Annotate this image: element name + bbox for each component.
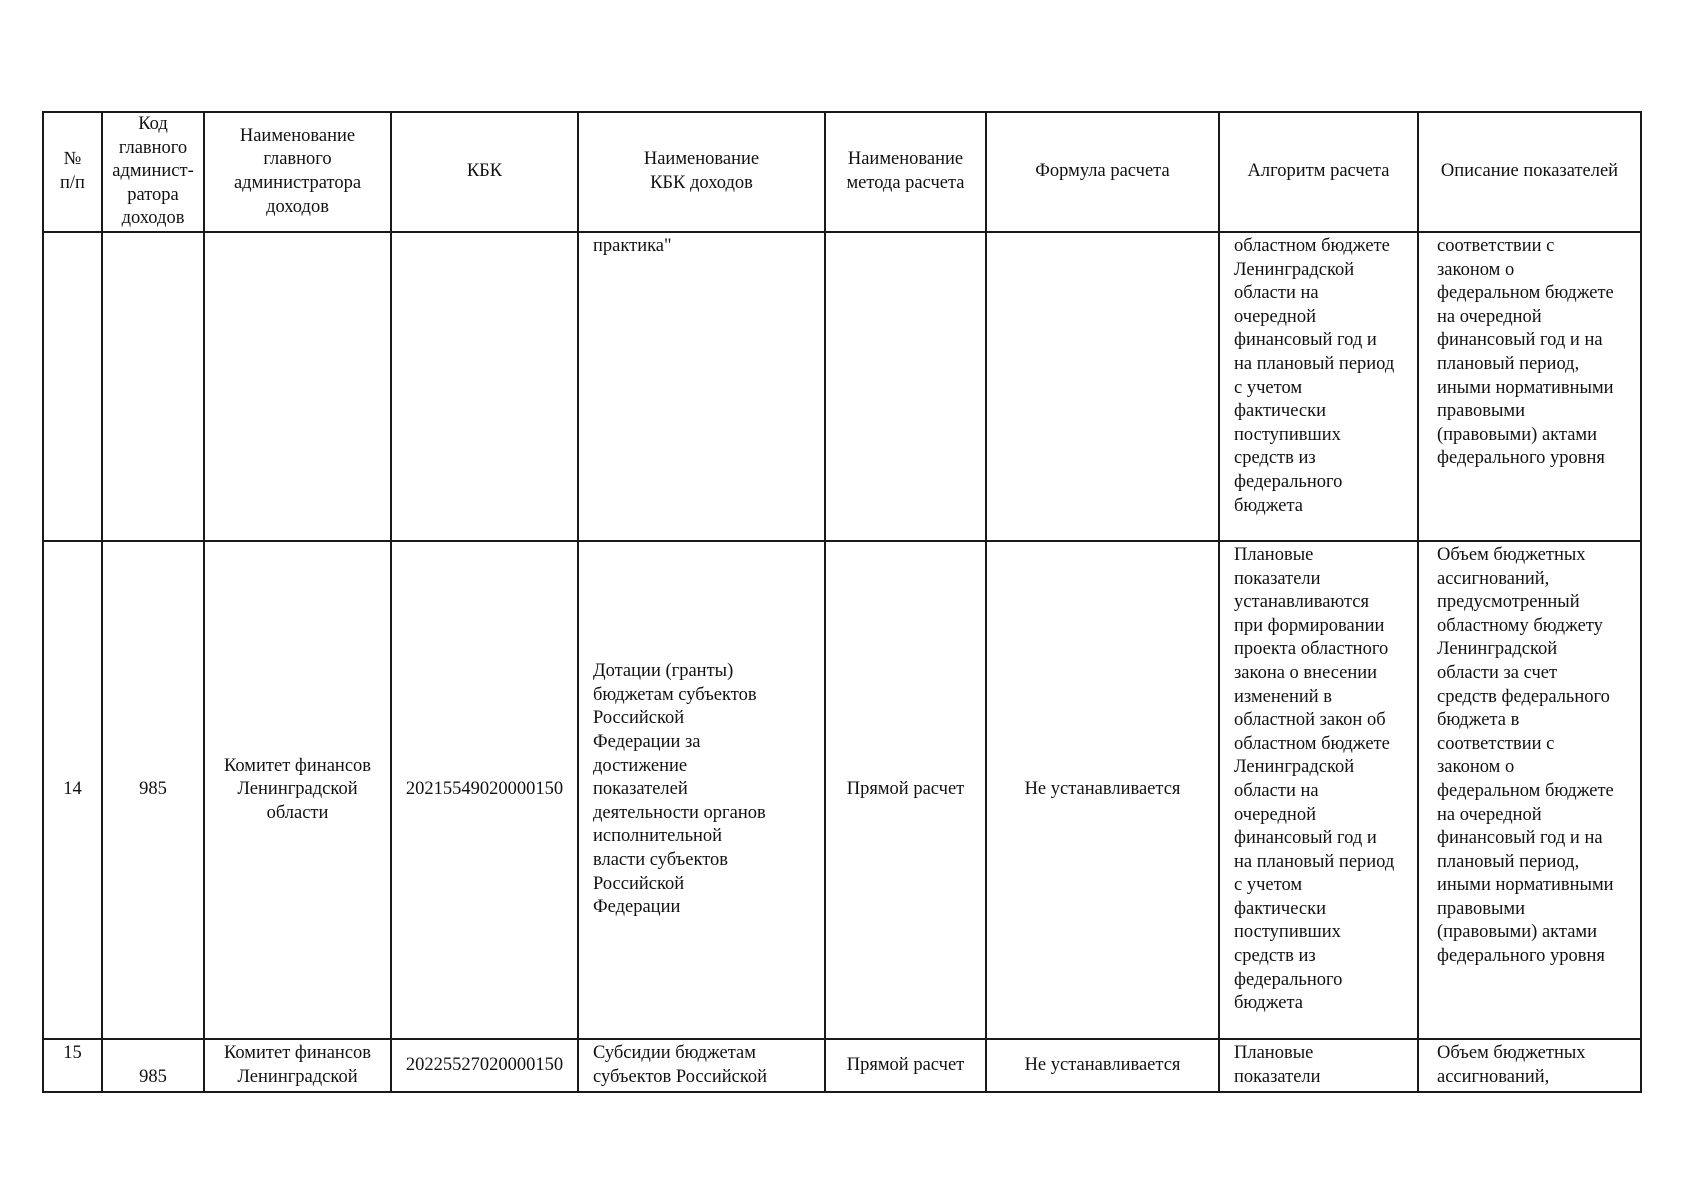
cell-admin-code: 985 bbox=[102, 1039, 204, 1092]
header-kbk: КБК bbox=[391, 112, 578, 232]
header-admin-code: Код главного админист- ратора доходов bbox=[102, 112, 204, 232]
cell-description: соответствии с законом о федеральном бюджете на очередной финансовый год и на плановый период, иными нормативными правовыми (правовыми) актами федерального уровня bbox=[1418, 232, 1641, 541]
cell-admin-code: 985 bbox=[102, 541, 204, 1039]
cell-algorithm: Плановые показатели bbox=[1219, 1039, 1418, 1092]
cell-admin-code bbox=[102, 232, 204, 541]
table-row bbox=[43, 232, 1641, 541]
header-algorithm: Алгоритм расчета bbox=[1219, 112, 1418, 232]
table-header-row bbox=[43, 112, 1641, 232]
table-row bbox=[43, 541, 1641, 1039]
cell-kbk: 20215549020000150 bbox=[391, 541, 578, 1039]
cell-admin-name bbox=[204, 232, 391, 541]
header-description: Описание показателей bbox=[1418, 112, 1641, 232]
cell-number: 14 bbox=[43, 541, 102, 1039]
header-kbk-name: Наименование КБК доходов bbox=[578, 112, 825, 232]
cell-number bbox=[43, 232, 102, 541]
revenue-calculation-table bbox=[42, 111, 1642, 1093]
cell-admin-name: Комитет финансов Ленинградской bbox=[204, 1039, 391, 1092]
cell-formula: Не устанавливается bbox=[986, 541, 1219, 1039]
cell-kbk-name: практика" bbox=[578, 232, 825, 541]
header-formula: Формула расчета bbox=[986, 112, 1219, 232]
cell-number: 15 bbox=[43, 1039, 102, 1092]
cell-algorithm: Плановые показатели устанавливаются при формировании проекта областного закона о внесении изменений в областной закон об областном бюджете Ленинградской области на очередной финансовый год и на плановый период с учетом фактически поступивших средств из федерального бюджета bbox=[1219, 541, 1418, 1039]
cell-method: Прямой расчет bbox=[825, 1039, 986, 1092]
table-row bbox=[43, 1039, 1641, 1092]
cell-formula: Не устанавливается bbox=[986, 1039, 1219, 1092]
cell-method bbox=[825, 232, 986, 541]
cell-description: Объем бюджетных ассигнований, предусмотренный областному бюджету Ленинградской области за счет средств федерального бюджета в соответствии с законом о федеральном бюджете на очередной финансовый год и на плановый период, иными нормативными правовыми (правовыми) актами федерального уровня bbox=[1418, 541, 1641, 1039]
cell-kbk-name: Субсидии бюджетам субъектов Российской bbox=[578, 1039, 825, 1092]
header-number: № п/п bbox=[43, 112, 102, 232]
cell-algorithm: областном бюджете Ленинградской области на очередной финансовый год и на плановый период с учетом фактически поступивших средств из федерального бюджета bbox=[1219, 232, 1418, 541]
cell-kbk: 20225527020000150 bbox=[391, 1039, 578, 1092]
cell-admin-name: Комитет финансов Ленинградской области bbox=[204, 541, 391, 1039]
cell-kbk-name: Дотации (гранты) бюджетам субъектов Российской Федерации за достижение показателей деятельности органов исполнительной власти субъектов Российской Федерации bbox=[578, 541, 825, 1039]
cell-method: Прямой расчет bbox=[825, 541, 986, 1039]
cell-description: Объем бюджетных ассигнований, bbox=[1418, 1039, 1641, 1092]
header-method: Наименование метода расчета bbox=[825, 112, 986, 232]
header-admin-name: Наименование главного администратора доходов bbox=[204, 112, 391, 232]
cell-kbk bbox=[391, 232, 578, 541]
cell-formula bbox=[986, 232, 1219, 541]
